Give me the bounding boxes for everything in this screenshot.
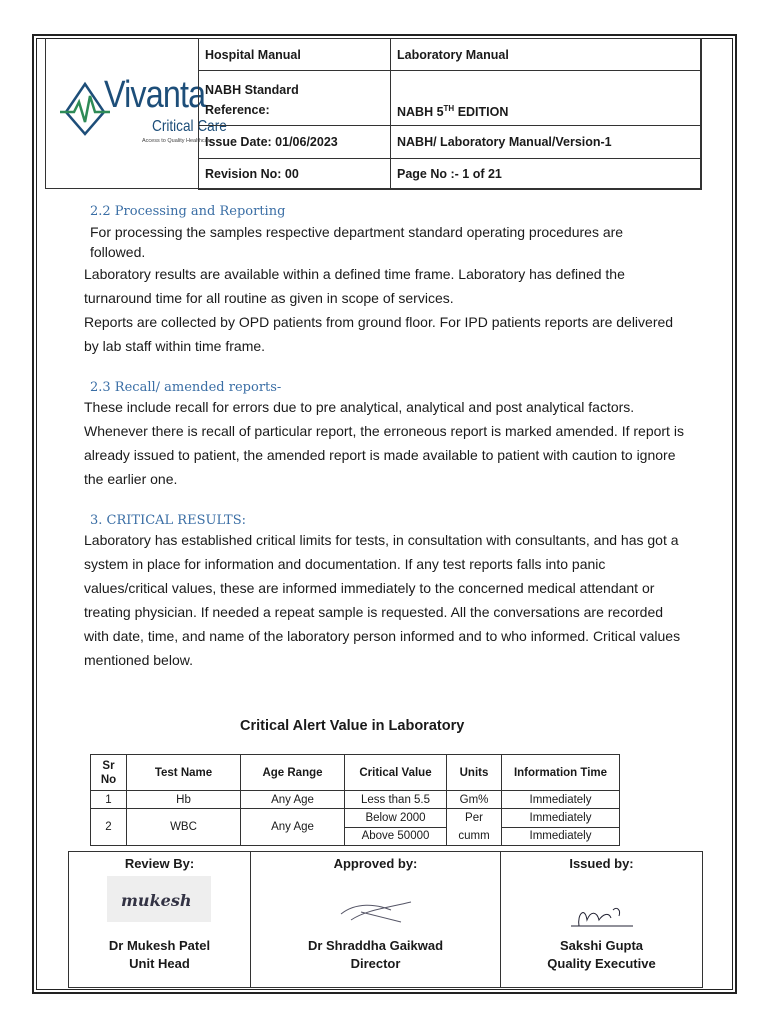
table-cell: Less than 5.5 <box>345 791 447 809</box>
issued-name: Sakshi Gupta <box>559 938 644 953</box>
section-title-processing: 2.2 Processing and Reporting <box>90 204 286 219</box>
column-header: Units <box>447 755 502 791</box>
table-cell: Hb <box>127 791 241 809</box>
table-header-row <box>91 755 620 791</box>
table-cell: 1 <box>91 791 127 809</box>
header-cell: Hospital Manual <box>199 39 391 71</box>
paragraph: For processing the samples respective department standard operating procedures are followed. <box>90 224 624 260</box>
header-cell: NABH/ Laboratory Manual/Version-1 <box>391 126 702 159</box>
header-row <box>199 71 702 126</box>
critical-table-title: Critical Alert Value in Laboratory <box>240 718 465 734</box>
table-cell: Immediately <box>502 809 620 828</box>
document-header <box>45 38 701 189</box>
edition-text: NABH 5 <box>397 105 444 119</box>
logo-sub-text: Critical Care <box>152 118 227 135</box>
signature-table <box>68 851 703 988</box>
review-name: Dr Mukesh Patel <box>108 938 211 953</box>
approved-person <box>251 937 500 973</box>
approved-signature-icon <box>331 892 421 932</box>
approved-label: Approved by: <box>333 856 418 871</box>
paragraph: These include recall for errors due to pre analytical, analytical and post analytical factors. Whenever there is recall of particular report, the erroneous report is marked amended. If report is already issued to patient, the amended report is made available to patient with caution to ignore the earlier one. <box>84 399 684 487</box>
heart-pulse-logo-icon <box>60 78 110 138</box>
hospital-logo <box>46 38 227 188</box>
column-header: Test Name <box>127 755 241 791</box>
table-cell: Immediately <box>502 827 620 846</box>
units-text: Per cumm <box>458 812 490 842</box>
table-cell <box>447 809 502 846</box>
header-row <box>199 39 702 71</box>
table-cell: 2 <box>91 809 127 846</box>
issued-signature-icon <box>563 896 643 936</box>
header-cell: Laboratory Manual <box>391 39 702 71</box>
issued-title: Quality Executive <box>547 956 656 971</box>
table-cell: Gm% <box>447 791 502 809</box>
paragraph: Laboratory results are available within a defined time frame. Laboratory has defined the turnaround time for all routine as given in scope of services. <box>84 266 625 306</box>
issued-person <box>501 937 702 973</box>
table-row <box>91 809 620 828</box>
approved-cell <box>251 852 501 988</box>
table-cell: Above 50000 <box>345 827 447 846</box>
edition-suffix: EDITION <box>454 105 509 119</box>
critical-values-table <box>90 754 620 846</box>
table-cell: Any Age <box>241 791 345 809</box>
logo-tagline: Access to Quality Healthcare <box>142 138 213 144</box>
header-cell <box>391 71 702 126</box>
table-row <box>91 791 620 809</box>
column-header: Age Range <box>241 755 345 791</box>
review-person <box>69 937 250 973</box>
issued-label: Issued by: <box>569 856 634 871</box>
signature-row <box>69 852 703 988</box>
table-cell: Below 2000 <box>345 809 447 828</box>
header-row <box>199 159 702 190</box>
logo-brand-text: Vivanta <box>104 74 206 116</box>
review-signature-icon <box>107 876 211 922</box>
header-cell: Issue Date: 01/06/2023 <box>199 126 391 159</box>
table-cell: Immediately <box>502 791 620 809</box>
header-row <box>199 126 702 159</box>
issued-cell <box>501 852 703 988</box>
header-cell: Revision No: 00 <box>199 159 391 190</box>
paragraph: Laboratory has established critical limits for tests, in consultation with consultants, and has got a system in place for information and documentation. If any test reports falls into panic values/critical values, these are informed immediately to the concerned medical attendant or treating physician. If needed a repeat sample is requested. All the conversations are recorded with date, time, and name of the laboratory person informed and to who informed. Critical values mentioned below. <box>84 532 681 668</box>
review-cell <box>69 852 251 988</box>
review-title: Unit Head <box>129 956 190 971</box>
column-header-text: Sr No <box>100 759 117 786</box>
table-cell: Any Age <box>241 809 345 846</box>
review-label: Review By: <box>124 856 195 871</box>
review-signature-text: mukesh <box>121 891 192 910</box>
column-header: Information Time <box>502 755 620 791</box>
column-header: Critical Value <box>345 755 447 791</box>
header-table <box>198 38 702 190</box>
section-title-recall: 2.3 Recall/ amended reports- <box>90 380 282 395</box>
table-cell: WBC <box>127 809 241 846</box>
header-cell <box>199 71 391 126</box>
section-title-critical: 3. CRITICAL RESULTS: <box>90 513 246 528</box>
approved-title: Director <box>350 956 401 971</box>
approved-name: Dr Shraddha Gaikwad <box>307 938 444 953</box>
edition-sup: TH <box>443 103 455 113</box>
header-standard-label: NABH Standard Reference: <box>205 83 299 117</box>
document-body <box>84 204 684 672</box>
paragraph: Reports are collected by OPD patients from ground floor. For IPD patients reports are delivered by lab staff within time frame. <box>84 314 674 354</box>
header-cell: Page No :- 1 of 21 <box>391 159 702 190</box>
column-header <box>91 755 127 791</box>
